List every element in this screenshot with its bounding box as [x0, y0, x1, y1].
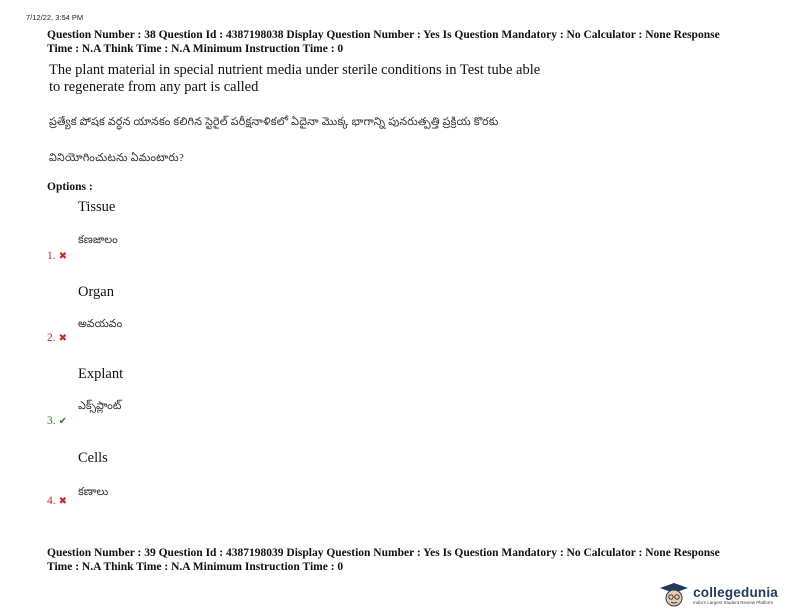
question-text-en-line2: to regenerate from any part is called: [49, 79, 259, 95]
check-icon: ✔: [58, 415, 68, 427]
option-2-text-en: Organ: [78, 284, 114, 300]
option-4-number: 4.: [47, 495, 56, 507]
question-38-meta: [47, 28, 767, 56]
question-38-meta-line1: Question Number : 38 Question Id : 4387198038 Display Question Number : Yes Is Question Mandatory : No Calculator : None Response: [47, 29, 720, 41]
question-39-meta-line1: Question Number : 39 Question Id : 4387198039 Display Question Number : Yes Is Question Mandatory : No Calculator : None Response: [47, 547, 720, 559]
option-2-marker: [47, 332, 67, 344]
cross-icon: ✖: [58, 250, 68, 262]
logo-tagline: India's Largest Student Review Platform: [693, 600, 773, 605]
question-39-meta-line2: Time : N.A Think Time : N.A Minimum Instruction Time : 0: [47, 561, 344, 573]
option-3-text-en: Explant: [78, 366, 124, 382]
question-39-meta: [47, 546, 767, 574]
option-3-number: 3.: [47, 415, 56, 427]
question-text-en-line1: The plant material in special nutrient media under sterile conditions in Test tube able: [49, 62, 541, 78]
graduate-mascot-icon: [659, 582, 689, 608]
option-2-text-te: అవయవం: [78, 318, 123, 330]
option-4-text-en: Cells: [78, 450, 108, 466]
cross-icon: ✖: [58, 495, 68, 507]
option-3-text-te: ఎక్స్‌ప్లాంట్: [78, 400, 122, 412]
option-2-number: 2.: [47, 332, 56, 344]
timestamp: 7/12/22, 3:54 PM: [26, 13, 84, 22]
option-4-marker: [47, 495, 67, 507]
question-text-te-line2: వినియోగించుటను ఏమంటారు?: [49, 152, 185, 164]
option-1-text-en: Tissue: [78, 199, 116, 215]
collegedunia-logo: [659, 582, 778, 608]
options-label: Options :: [47, 181, 93, 193]
option-4-text-te: కణాలు: [78, 486, 109, 498]
option-1-text-te: కణజాలం: [78, 234, 118, 246]
option-1-marker: [47, 250, 67, 262]
question-text-en: [49, 62, 540, 96]
logo-name: collegedunia: [693, 585, 778, 600]
option-3-marker: [47, 415, 67, 427]
option-1-number: 1.: [47, 250, 56, 262]
question-38-meta-line2: Time : N.A Think Time : N.A Minimum Instruction Time : 0: [47, 43, 344, 55]
cross-icon: ✖: [58, 332, 68, 344]
question-text-te-line1: ప్రత్యేక పోషక వర్ధన యానకం కలిగిన స్టెరైల్ పరీక్షనాళికలో ఏదైనా మొక్క భాగాన్ని పునరుత్పత్తి ప్రక్రియ కొరకు: [49, 116, 499, 128]
